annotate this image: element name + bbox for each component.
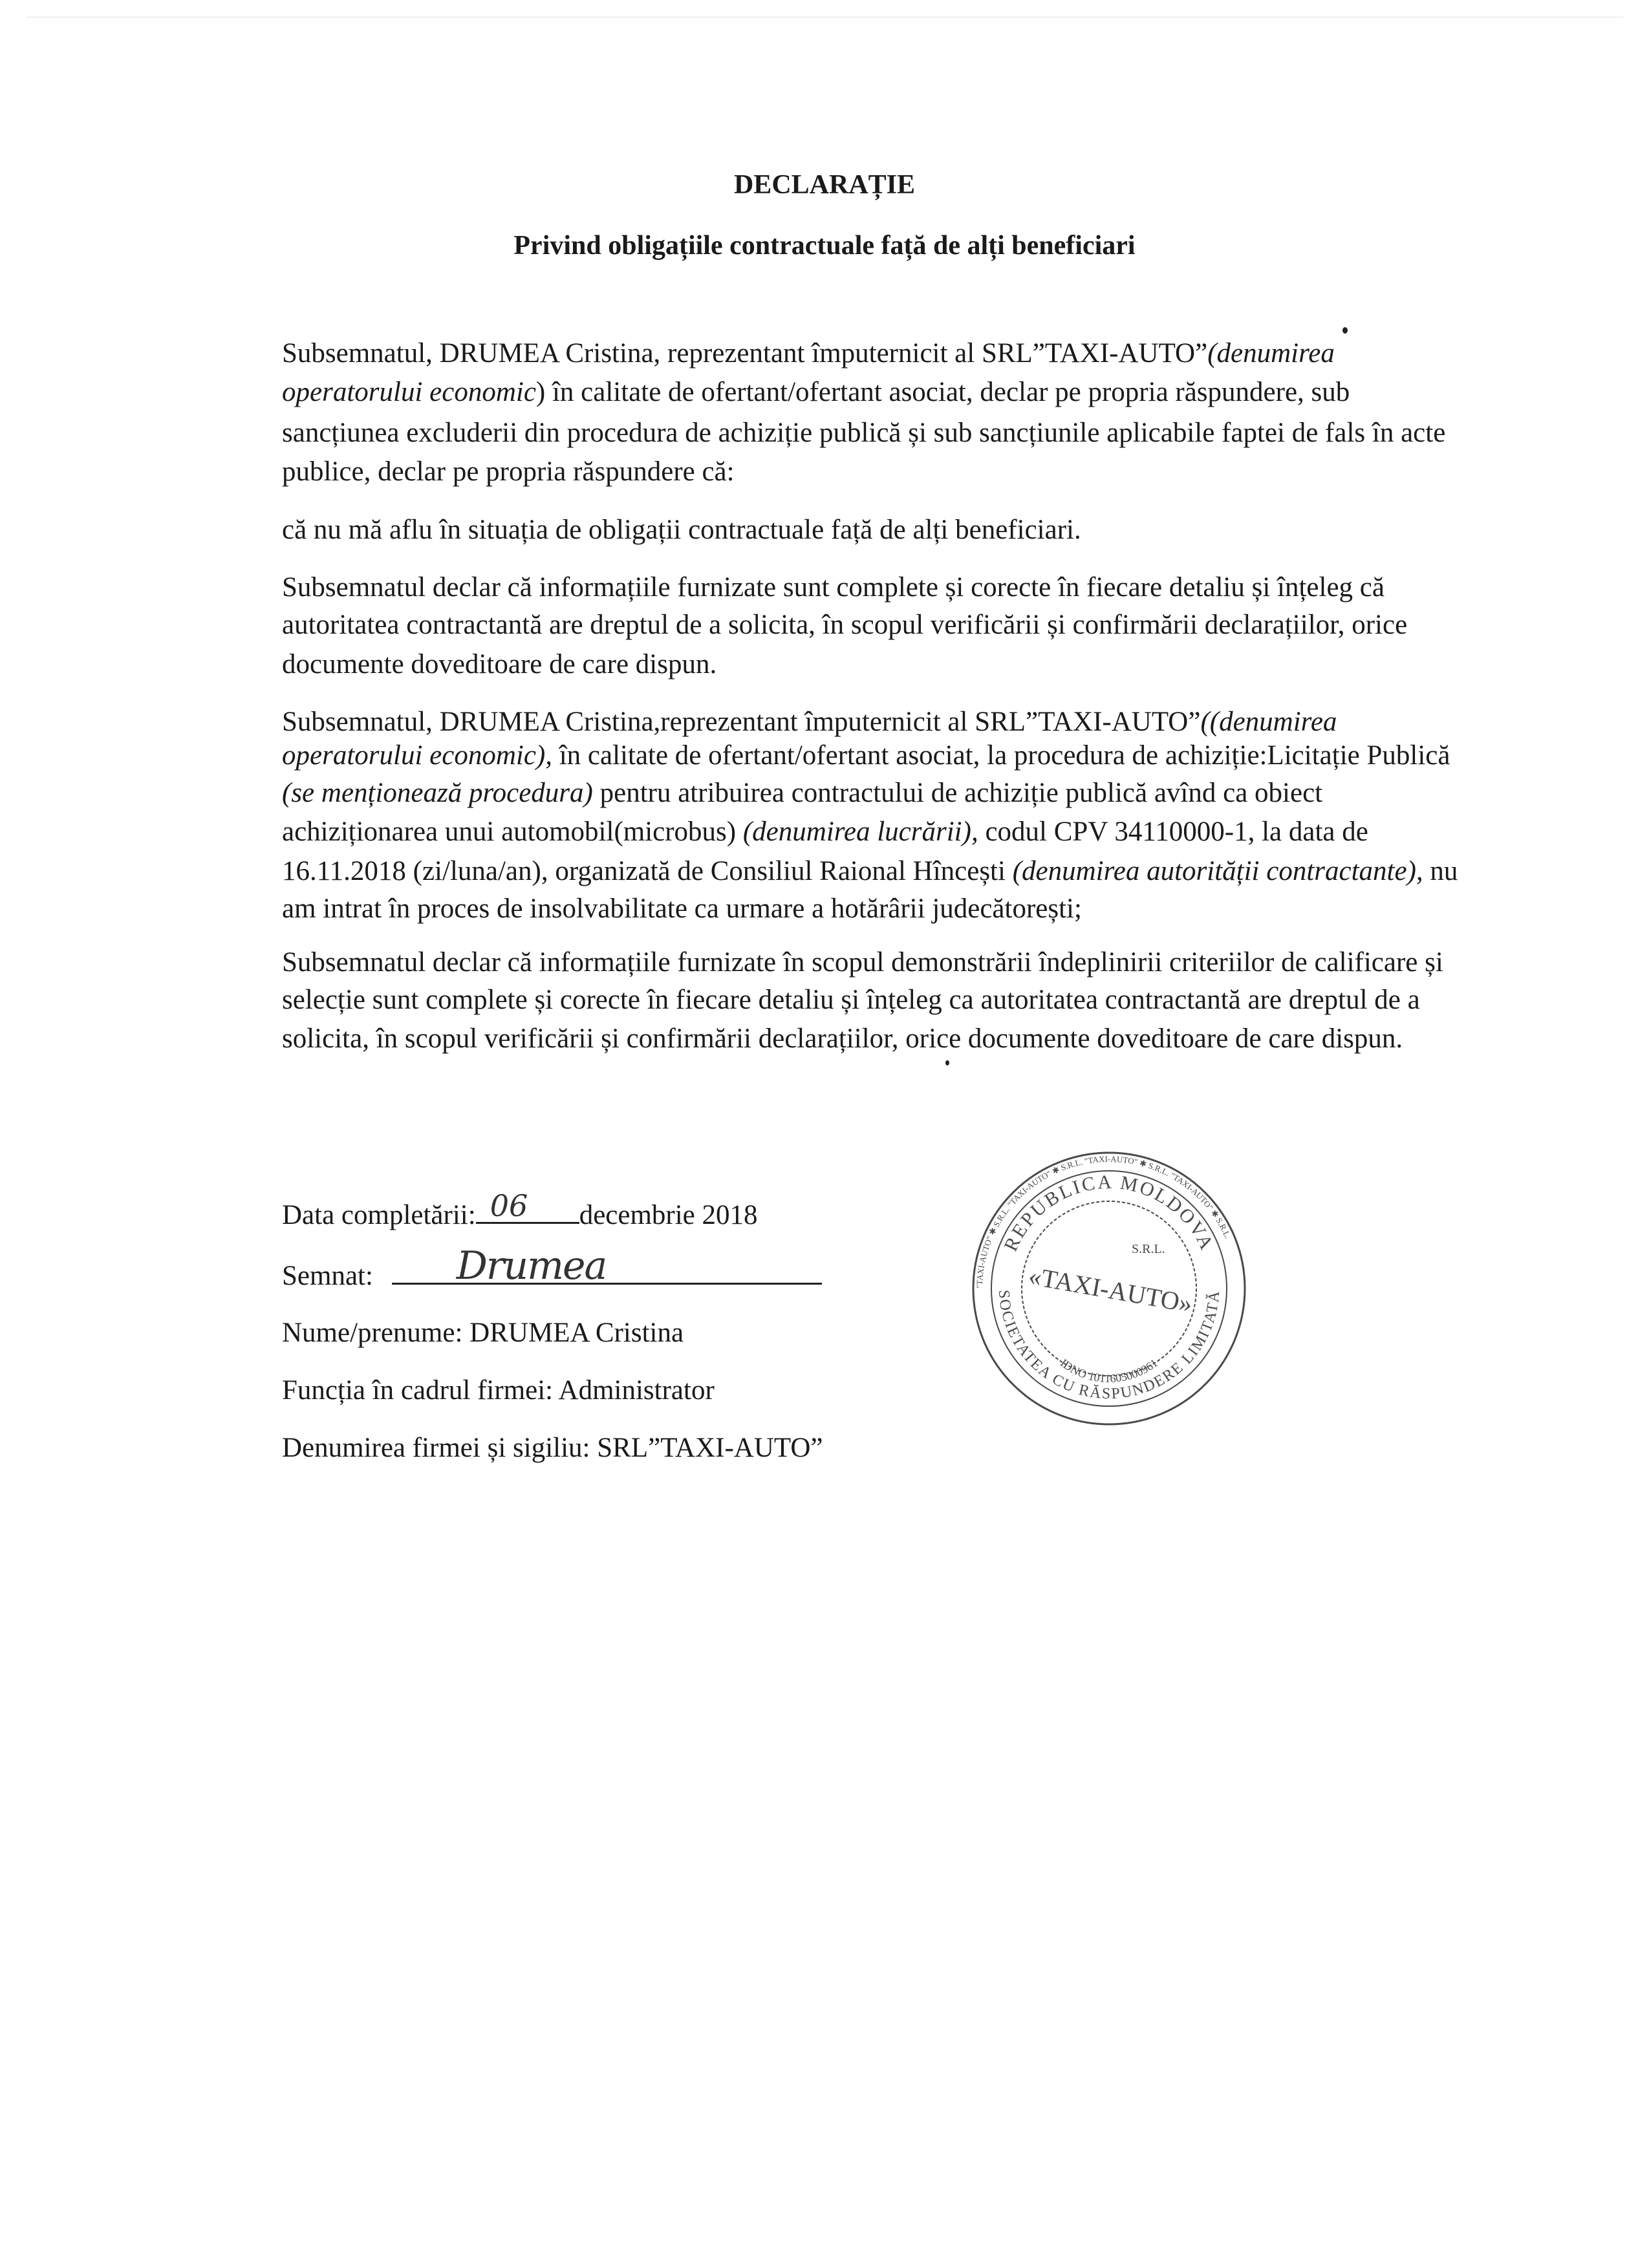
text-segment: Subsemnatul, DRUMEA Cristina,reprezentant împuternicit al SRL”TAXI-AUTO” bbox=[282, 707, 1201, 737]
body-text-line bbox=[282, 458, 735, 486]
text-segment: publice, declar pe propria răspundere că: bbox=[282, 456, 735, 487]
handwritten-signature: Drumea bbox=[456, 1243, 607, 1289]
function-label: Funcția în cadrul firmei: bbox=[282, 1375, 554, 1406]
italic-placeholder-note: operatorului economic), bbox=[282, 740, 552, 771]
name-line bbox=[282, 1319, 684, 1347]
scan-speck bbox=[945, 1060, 949, 1065]
company-stamp-seal bbox=[970, 1150, 1248, 1428]
date-completed-line bbox=[282, 1188, 758, 1230]
body-text-line bbox=[282, 378, 1350, 406]
name-label: Nume/prenume: bbox=[282, 1318, 463, 1348]
text-segment: Subsemnatul declar că informațiile furnizate în scopul demonstrării îndeplinirii criteriilor de calificare și bbox=[282, 947, 1443, 978]
document-title: DECLARAȚIE bbox=[733, 170, 916, 200]
stamp-company-name: «TAXI-AUTO» bbox=[1026, 1261, 1195, 1319]
text-segment: codul CPV 34110000-1, la data de bbox=[978, 817, 1368, 847]
company-label: Denumirea firmei și sigiliu: bbox=[282, 1433, 590, 1463]
signed-line bbox=[282, 1243, 822, 1291]
text-segment: 16.11.2018 (zi/luna/an), organizată de Consiliul Raional Hîncești bbox=[282, 856, 1013, 886]
body-text-line bbox=[282, 895, 1082, 923]
stamp-srl-text: S.R.L. bbox=[1132, 1242, 1165, 1256]
text-segment: am intrat în proces de insolvabilitate ca urmare a hotărârii judecătorești; bbox=[282, 893, 1082, 924]
company-line bbox=[282, 1434, 823, 1462]
name-value: DRUMEA Cristina bbox=[469, 1318, 684, 1348]
italic-placeholder-note: (denumirea bbox=[1207, 338, 1335, 369]
body-text-line bbox=[282, 742, 1450, 769]
text-segment: autoritatea contractantă are dreptul de a solicita, în scopul verificării și confirmării declarațiilor, orice bbox=[282, 610, 1408, 640]
scan-speck bbox=[1342, 327, 1348, 334]
text-segment: pentru atribuirea contractului de achiziție publică avînd ca obiect bbox=[592, 778, 1323, 808]
text-segment: Subsemnatul declar că informațiile furnizate sunt complete și corecte în fiecare detaliu și înțeleg că bbox=[282, 572, 1385, 603]
body-text-line bbox=[282, 779, 1322, 807]
body-text-line bbox=[282, 573, 1385, 601]
body-text-line bbox=[282, 857, 1458, 885]
text-segment: Subsemnatul, DRUMEA Cristina, reprezentant împuternicit al SRL”TAXI-AUTO” bbox=[282, 338, 1208, 369]
stamp-outer-ring-text: "TAXI-AUTO" ✱ S.R.L. "TAXI-AUTO" ✱ S.R.L. "TAXI-AUTO" ✱ S.R.L. "TAXI-AUTO" ✱ S.R.L. bbox=[974, 1153, 1233, 1289]
function-line bbox=[282, 1376, 715, 1404]
body-text-line bbox=[282, 419, 1445, 447]
date-day-field bbox=[476, 1188, 579, 1224]
italic-placeholder-note: (denumirea lucrării), bbox=[742, 817, 978, 847]
document-subtitle: Privind obligațiile contractuale față de alți beneficiari bbox=[513, 231, 1136, 261]
body-text-line bbox=[282, 948, 1443, 976]
body-text-line bbox=[282, 650, 717, 678]
date-day-handwritten: 06 bbox=[490, 1188, 528, 1223]
text-segment: că nu mă aflu în situația de obligații contractuale față de alți beneficiari. bbox=[282, 515, 1081, 545]
text-segment: în calitate de ofertant/ofertant asociat, la procedura de achiziție:Licitație Publică bbox=[552, 740, 1450, 771]
text-segment: sancțiunea excluderii din procedura de achiziție publică și sub sancțiunile aplicabile faptei de fals în acte bbox=[282, 418, 1446, 448]
text-segment: selecție sunt complete și corecte în fiecare detaliu și înțeleg ca autoritatea contractantă are dreptul de a bbox=[282, 985, 1420, 1015]
italic-placeholder-note: ((denumirea bbox=[1200, 707, 1337, 737]
stamp-bottom-arc-text: SOCIETATEA CU RĂSPUNDERE LIMITATĂ bbox=[995, 1289, 1223, 1403]
body-text-line bbox=[282, 339, 1335, 367]
text-segment: solicita, în scopul verificării și confirmării declarațiilor, orice documente doveditoare de care dispun. bbox=[282, 1023, 1403, 1054]
body-text-line bbox=[282, 1025, 1403, 1053]
body-text-line bbox=[282, 818, 1368, 846]
italic-placeholder-note: (se menționează procedura) bbox=[282, 778, 593, 808]
text-segment: documente doveditoare de care dispun. bbox=[282, 649, 717, 679]
italic-placeholder-note: operatorului economic bbox=[282, 377, 536, 407]
stamp-top-arc-text: REPUBLICA MOLDOVA bbox=[1000, 1171, 1218, 1255]
text-segment: achiziționarea unui automobil(microbus) bbox=[282, 817, 743, 847]
text-segment: nu bbox=[1423, 856, 1458, 886]
signed-label: Semnat: bbox=[282, 1261, 373, 1291]
body-text-line bbox=[282, 986, 1420, 1014]
body-text-line bbox=[282, 611, 1407, 639]
stamp-idno-text: IDNO 1011605000961 bbox=[1058, 1356, 1160, 1385]
signature-field bbox=[392, 1243, 822, 1289]
body-text-line bbox=[282, 516, 1081, 544]
function-value: Administrator bbox=[558, 1375, 715, 1406]
date-rest: decembrie 2018 bbox=[579, 1200, 758, 1230]
date-label: Data completării: bbox=[282, 1200, 476, 1230]
company-value: SRL”TAXI-AUTO” bbox=[597, 1433, 823, 1463]
body-text-line bbox=[282, 708, 1337, 736]
text-segment: ) în calitate de ofertant/ofertant asociat, declar pe propria răspundere, sub bbox=[535, 377, 1350, 407]
italic-placeholder-note: (denumirea autorității contractante), bbox=[1012, 856, 1423, 886]
